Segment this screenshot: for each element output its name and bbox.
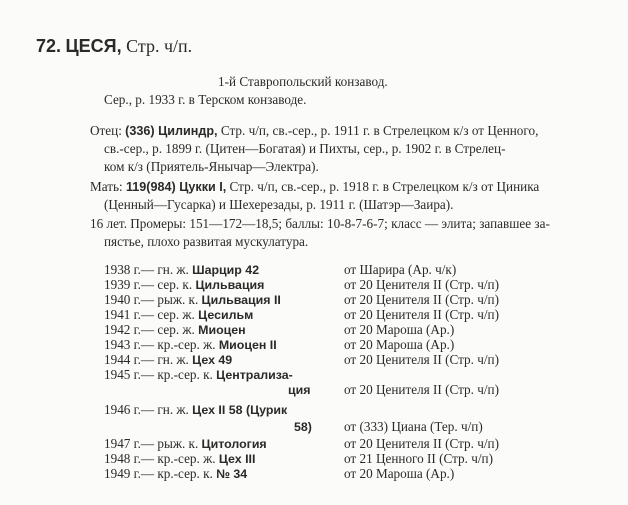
offspring-year: 1939 г.— сер. к. (104, 277, 196, 292)
sire-line3: ком к/з (Приятель-Янычар—Электра). (104, 159, 319, 174)
offspring-sire: от 20 Ценителя II (Стр. ч/п) (344, 292, 499, 307)
dam-label: Мать: (90, 179, 123, 194)
entry-number: 72. (36, 36, 62, 56)
offspring-name: Цесильм (198, 308, 254, 322)
offspring-year: 1946 г.— гн. ж. (104, 402, 193, 417)
sire-line1: Стр. ч/п, св.-сер., р. 1911 г. в Стрелецком к/з от Ценного, (217, 123, 539, 138)
offspring-sire: от 21 Ценного II (Стр. ч/п) (344, 451, 493, 466)
offspring-year: 1942 г.— сер. ж. (104, 322, 199, 337)
offspring-name: Цех II 58 (Цурик (192, 403, 288, 417)
offspring-year: 1944 г.— гн. ж. (104, 352, 193, 367)
offspring-name: Миоцен II (218, 338, 277, 352)
dam-line1: Стр. ч/п, св.-сер., р. 1918 г. в Стрелецком к/з от Циника (226, 179, 540, 194)
offspring-year: 1943 г.— кр.-сер. ж. (104, 337, 219, 352)
offspring-sire: от 20 Мароша (Ар.) (344, 322, 455, 337)
offspring-name: Цех III (218, 452, 256, 466)
offspring-name: Централиза- (216, 368, 293, 382)
notes-line1: 16 лет. Промеры: 151—172—18,5; баллы: 10-8-7-6-7; класс — элита; запавшее за- (90, 216, 550, 231)
offspring-year: 1938 г.— гн. ж. (104, 262, 193, 277)
offspring-year: 1940 г.— рыж. к. (104, 292, 202, 307)
offspring-name: Цитология (201, 437, 267, 451)
offspring-name-cont: 58) (294, 420, 312, 434)
notes-paragraph (90, 215, 610, 251)
offspring-sire: от 20 Ценителя II (Стр. ч/п) (344, 277, 499, 292)
dam-paragraph (90, 178, 610, 214)
offspring-year: 1941 г.— сер. ж. (104, 307, 199, 322)
offspring-name: Цильвация II (201, 293, 281, 307)
offspring-sire: от (333) Циана (Тер. ч/п) (344, 419, 483, 434)
sire-name: (336) Цилиндр, (125, 124, 218, 138)
offspring-name: Цех 49 (192, 353, 233, 367)
offspring-year: 1947 г.— рыж. к. (104, 436, 202, 451)
offspring-name: Цильвация (195, 278, 265, 292)
offspring-sire: от 20 Ценителя II (Стр. ч/п) (344, 307, 499, 322)
offspring-sire: от Шарира (Ар. ч/к) (344, 262, 457, 277)
offspring-year: 1948 г.— кр.-сер. ж. (104, 451, 219, 466)
offspring-sire: от 20 Мароша (Ар.) (344, 466, 455, 481)
offspring-year: 1949 г.— кр.-сер. к. (104, 466, 217, 481)
offspring-sire: от 20 Ценителя II (Стр. ч/п) (344, 382, 499, 397)
birth-info: Сер., р. 1933 г. в Терском конзаводе. (104, 92, 307, 107)
offspring-name-cont: ция (288, 383, 311, 397)
breed-line: Стр. ч/п. (121, 36, 193, 56)
offspring-name: Шарцир 42 (192, 263, 260, 277)
sire-line2: св.-сер., р. 1899 г. (Цитен—Богатая) и Пихты, сер., р. 1902 г. в Стрелец- (104, 141, 506, 156)
offspring-sire: от 20 Мароша (Ар.) (344, 337, 455, 352)
offspring-name: Миоцен (198, 323, 246, 337)
stud-farm: 1-й Ставропольский конзавод. (218, 74, 388, 89)
notes-line2: пястье, плохо развитая мускулатура. (104, 234, 309, 249)
horse-name: ЦЕСЯ, (65, 36, 122, 56)
offspring-sire: от 20 Ценителя II (Стр. ч/п) (344, 436, 499, 451)
sire-label: Отец: (90, 123, 122, 138)
offspring-name: № 34 (216, 467, 248, 481)
dam-line2: (Ценный—Гусарка) и Шехерезады, р. 1911 г. (Шатэр—Заира). (104, 197, 454, 212)
sire-paragraph (90, 122, 610, 176)
offspring-year: 1945 г.— кр.-сер. к. (104, 367, 217, 382)
entry-title (36, 36, 192, 57)
offspring-sire: от 20 Ценителя II (Стр. ч/п) (344, 352, 499, 367)
dam-name: 119(984) Цукки I, (125, 180, 227, 194)
